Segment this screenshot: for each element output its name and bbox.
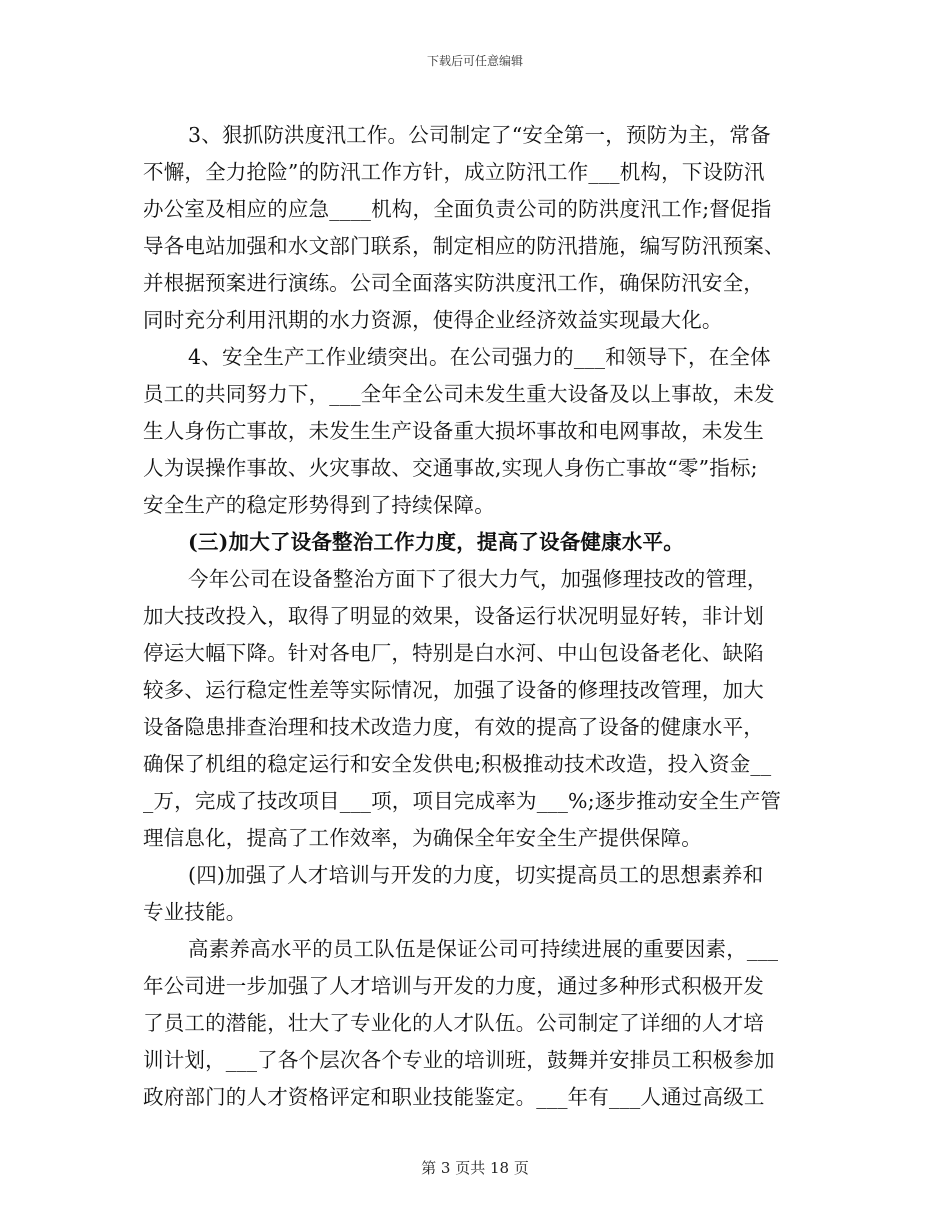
text-line: 同时充分利用汛期的水力资源，使得企业经济效益实现最大化。 (143, 308, 723, 332)
text-line: 4、安全生产工作业绩突出。在公司强力的___和领导下，在全体 (188, 345, 771, 369)
text-line: 停运大幅下降。针对各电厂，特别是白水河、中山包设备老化、缺陷 (143, 641, 764, 665)
text-line: 年公司进一步加强了人才培训与开发的力度，通过多种形式积极开发 (143, 974, 764, 998)
text-line: 员工的共同努力下，___全年全公司未发生重大设备及以上事故，未发 (143, 382, 775, 406)
page-footer: 第 3 页共 18 页 (421, 1159, 529, 1177)
text-line: 设备隐患排查治理和技术改造力度，有效的提高了设备的健康水平， (143, 715, 764, 739)
text-line: 较多、运行稳定性差等实际情况，加强了设备的修理技改管理，加大 (143, 678, 764, 702)
text-line: 专业技能。 (143, 900, 247, 924)
text-line: 生人身伤亡事故，未发生生产设备重大损坏事故和电网事故，未发生 (143, 419, 764, 443)
text-line: 训计划，___了各个层次各个专业的培训班，鼓舞并安排员工积极参加 (143, 1048, 775, 1072)
text-line: 今年公司在设备整治方面下了很大力气，加强修理技改的管理， (188, 567, 768, 591)
text-line: 安全生产的稳定形势得到了持续保障。 (143, 493, 495, 517)
text-line: 政府部门的人才资格评定和职业技能鉴定。___年有___人通过高级工 (143, 1085, 765, 1109)
text-line: _万，完成了技改项目___项，项目完成率为___%;逐步推动安全生产管 (143, 789, 782, 813)
text-line: 不懈，全力抢险”的防汛工作方针，成立防汛工作___机构，下设防汛 (143, 160, 765, 184)
text-line: 人为误操作事故、火灾事故、交通事故,实现人身伤亡事故“零”指标; (143, 456, 758, 480)
section-heading: (四)加强了人才培训与开发的力度，切实提高员工的思想素养和 (188, 863, 764, 887)
text-line: 确保了机组的稳定运行和安全发供电;积极推动技术改造，投入资金__ (143, 752, 772, 776)
page-header: 下载后可任意编辑 (426, 54, 523, 68)
text-line: 理信息化，提高了工作效率，为确保全年安全生产提供保障。 (143, 826, 702, 850)
text-line: 导各电站加强和水文部门联系，制定相应的防汛措施，编写防汛预案、 (143, 234, 785, 258)
text-line: 3、狠抓防洪度汛工作。公司制定了“安全第一，预防为主，常备 (188, 123, 771, 147)
text-line: 办公室及相应的应急____机构，全面负责公司的防洪度汛工作;督促指 (143, 197, 772, 221)
text-line: 加大技改投入，取得了明显的效果，设备运行状况明显好转，非计划 (143, 604, 764, 628)
text-line: 高素养高水平的员工队伍是保证公司可持续进展的重要因素，___ (188, 937, 779, 961)
section-heading: (三)加大了设备整治工作力度，提高了设备健康水平。 (188, 530, 684, 554)
text-line: 了员工的潜能，壮大了专业化的人才队伍。公司制定了详细的人才培 (143, 1011, 764, 1035)
text-line: 并根据预案进行演练。公司全面落实防洪度汛工作，确保防汛安全， (143, 271, 764, 295)
